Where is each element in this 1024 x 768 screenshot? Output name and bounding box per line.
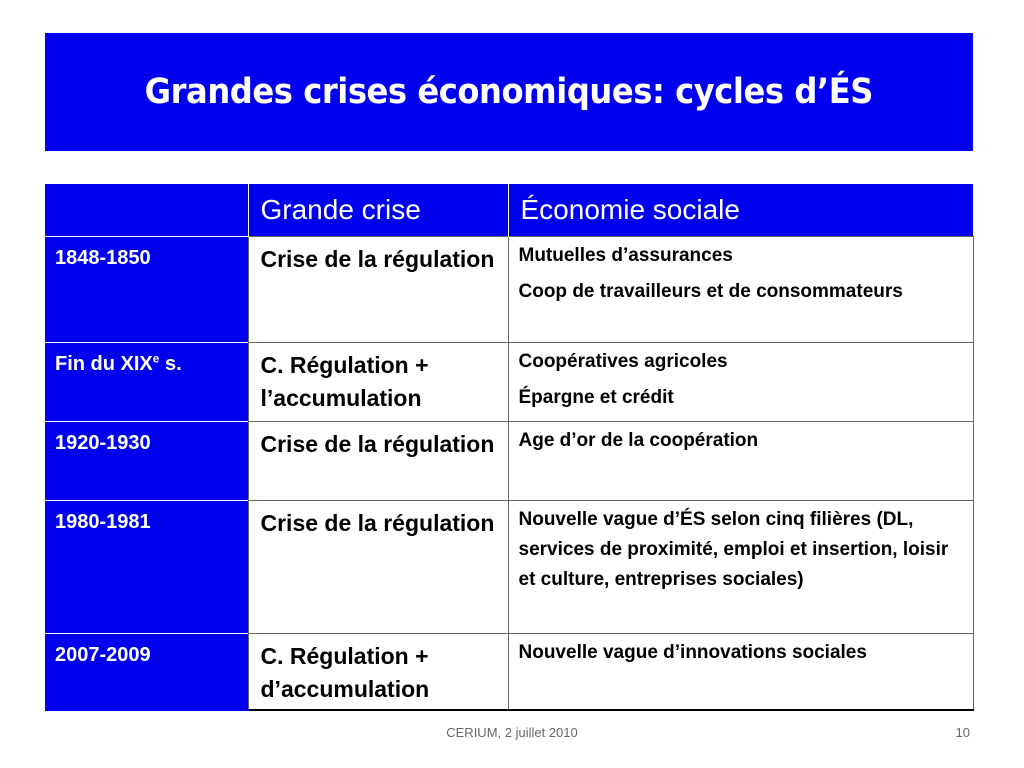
crises-table — [45, 184, 974, 711]
table-row — [45, 343, 973, 422]
crisis-cell: C. Régulation + d’accumulation — [248, 634, 508, 710]
economy-line: Mutuelles d’assurances — [518, 245, 733, 266]
table-row — [45, 501, 973, 634]
table-row — [45, 422, 973, 501]
slide-title: Grandes crises économiques: cycles d’ÉS — [144, 72, 874, 112]
economy-cell — [508, 237, 973, 343]
table-row — [45, 634, 973, 710]
period-suffix: s. — [159, 353, 182, 375]
table-header-row — [45, 184, 973, 237]
period-superscript: e — [152, 351, 160, 366]
economy-line: Coopératives agricoles — [518, 351, 728, 372]
title-banner — [45, 33, 973, 151]
economy-line: Nouvelle vague d’ÉS selon cinq filières (DL, services de proximité, emploi et insertion, loisir et culture, entreprises sociales) — [518, 509, 949, 590]
period-cell — [45, 343, 248, 422]
table-row — [45, 237, 973, 343]
crisis-cell: Crise de la régulation — [248, 501, 508, 634]
period-text: Fin du XIX — [55, 353, 153, 375]
economy-line: Coop de travailleurs et de consommateurs — [518, 281, 903, 302]
period-cell: 2007-2009 — [45, 634, 248, 710]
economy-line: Nouvelle vague d’innovations sociales — [518, 642, 867, 663]
crisis-cell: Crise de la régulation — [248, 422, 508, 501]
economy-cell — [508, 422, 973, 501]
economy-cell — [508, 634, 973, 710]
header-grande-crise: Grande crise — [248, 184, 508, 237]
economy-cell — [508, 501, 973, 634]
header-blank — [45, 184, 248, 237]
crisis-cell: C. Régulation + l’accumulation — [248, 343, 508, 422]
header-economie-sociale: Économie sociale — [508, 184, 973, 237]
period-cell: 1920-1930 — [45, 422, 248, 501]
economy-cell — [508, 343, 973, 422]
crisis-cell: Crise de la régulation — [248, 237, 508, 343]
period-cell: 1848-1850 — [45, 237, 248, 343]
page-number: 10 — [955, 725, 970, 740]
slide-footer: CERIUM, 2 juillet 2010 — [446, 725, 578, 740]
economy-line: Age d’or de la coopération — [518, 430, 759, 451]
period-cell: 1980-1981 — [45, 501, 248, 634]
economy-line: Épargne et crédit — [518, 387, 674, 408]
